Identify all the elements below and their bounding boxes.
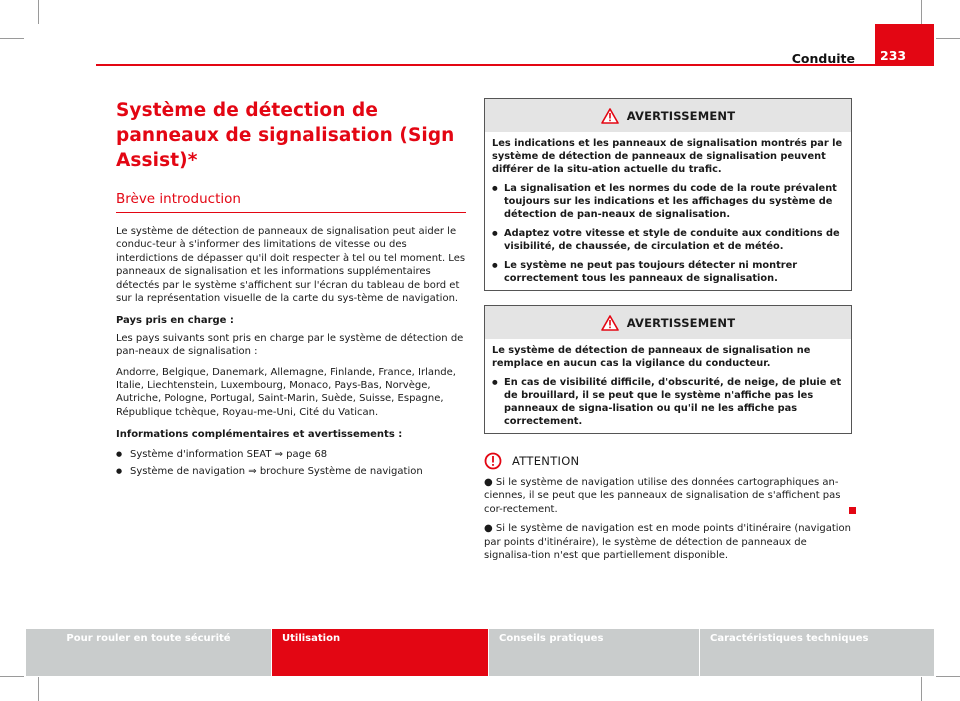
crop-mark xyxy=(921,677,922,701)
warning-box-2 xyxy=(484,305,852,434)
crop-mark xyxy=(0,676,24,677)
page-number: 233 xyxy=(875,24,934,66)
info-item-seat: ● Système d'information SEAT ⇒ page 68 xyxy=(116,448,466,461)
footer-tab-securite[interactable]: Pour rouler en toute sécurité xyxy=(26,629,271,676)
attention-header xyxy=(484,452,852,470)
warning-item: ● En cas de visibilité difficile, d'obscurité, de neige, de pluie et de brouillard, il se peut que le système n'affiche pas les panneaux de signa-lisation ou qu'il ne les affiche pas correctement. xyxy=(492,376,845,428)
warning-intro-2: Le système de détection de panneaux de signalisation ne remplace en aucun cas la vigilance du conducteur. xyxy=(492,345,811,369)
crop-mark xyxy=(936,38,960,39)
attention-circle-icon xyxy=(484,452,502,470)
footer-tab-conseils[interactable]: Conseils pratiques xyxy=(489,629,699,676)
warning-body-2 xyxy=(485,339,851,433)
attention-item: ● Si le système de navigation est en mode points d'itinéraire (navigation par points d'itinéraire), le système de détection de panneaux de signalisa-tion n'est que partiellement disponible. xyxy=(484,523,852,562)
warning-header-1 xyxy=(485,99,851,132)
warning-body-1 xyxy=(485,132,851,290)
warning-box-1 xyxy=(484,98,852,291)
warning-triangle-icon xyxy=(601,315,619,331)
warning-item: ● Adaptez votre vitesse et style de conduite aux conditions de visibilité, de chaussée, de circulation et de météo. xyxy=(492,227,845,253)
countries-heading: Pays pris en charge : xyxy=(116,315,234,327)
warning-title-2: AVERTISSEMENT xyxy=(626,315,736,330)
section-title: Conduite xyxy=(791,51,855,66)
attention-body xyxy=(484,476,852,562)
right-column xyxy=(484,98,852,562)
footer-tab-caracteristiques[interactable]: Caractéristiques techniques xyxy=(700,629,934,676)
countries-intro: Les pays suivants sont pris en charge par le système de détection de pan-neaux de signalisation : xyxy=(116,332,464,358)
intro-paragraph: Le système de détection de panneaux de signalisation peut aider le conduc-teur à s'informer des limitations de vitesse ou des interdictions de dépasser qu'il doit respecter à tel ou tel moment. Les panneaux de signalisation et les informations supplémentaires détectés par le système s'affichent sur l'écran du tableau de bord et sur la représentation visuelle de la carte du sys-tème de navigation. xyxy=(116,226,466,305)
warning-triangle-icon xyxy=(601,108,619,124)
crop-mark xyxy=(38,0,39,24)
warning-intro-1: Les indications et les panneaux de signalisation montrés par le système de détection de panneaux de signalisation peuvent différer de la situ-ation actuelle du trafic. xyxy=(492,138,843,175)
end-of-section-marker xyxy=(849,507,856,514)
page-title: Système de détection de panneaux de signalisation (Sign Assist)* xyxy=(116,100,455,171)
crop-mark xyxy=(0,38,24,39)
info-item-navigation: ● Système de navigation ⇒ brochure Système de navigation xyxy=(116,465,466,478)
section-subtitle: Brève introduction xyxy=(116,191,466,213)
attention-item: ● Si le système de navigation utilise des données cartographiques an-ciennes, il se peut que les panneaux de signalisation de s'affichent pas cor-rectement. xyxy=(484,477,841,515)
info-heading: Informations complémentaires et avertissements : xyxy=(116,429,403,441)
crop-mark xyxy=(921,0,922,24)
warning-item: ● La signalisation et les normes du code de la route prévalent toujours sur les indications et les affichages du système de détection de pan-neaux de signalisation. xyxy=(492,182,845,221)
footer-nav xyxy=(26,629,934,676)
crop-mark xyxy=(936,676,960,677)
warning-title-1: AVERTISSEMENT xyxy=(626,108,736,123)
warning-item: ● Le système ne peut pas toujours détecter ni montrer correctement tous les panneaux de signalisation. xyxy=(492,259,845,285)
footer-tab-utilisation[interactable]: Utilisation xyxy=(272,629,488,676)
warning-header-2 xyxy=(485,306,851,339)
countries-list: Andorre, Belgique, Danemark, Allemagne, Finlande, France, Irlande, Italie, Liechtenstein, Luxembourg, Monaco, Pays-Bas, Norvège, Autriche, Pologne, Portugal, Saint-Marin, Suède, Suisse, Espagne, République tchèque, Royau-me-Uni, Cité du Vatican. xyxy=(116,366,456,418)
left-column xyxy=(116,98,466,479)
crop-mark xyxy=(38,677,39,701)
attention-title: ATTENTION xyxy=(512,454,580,468)
